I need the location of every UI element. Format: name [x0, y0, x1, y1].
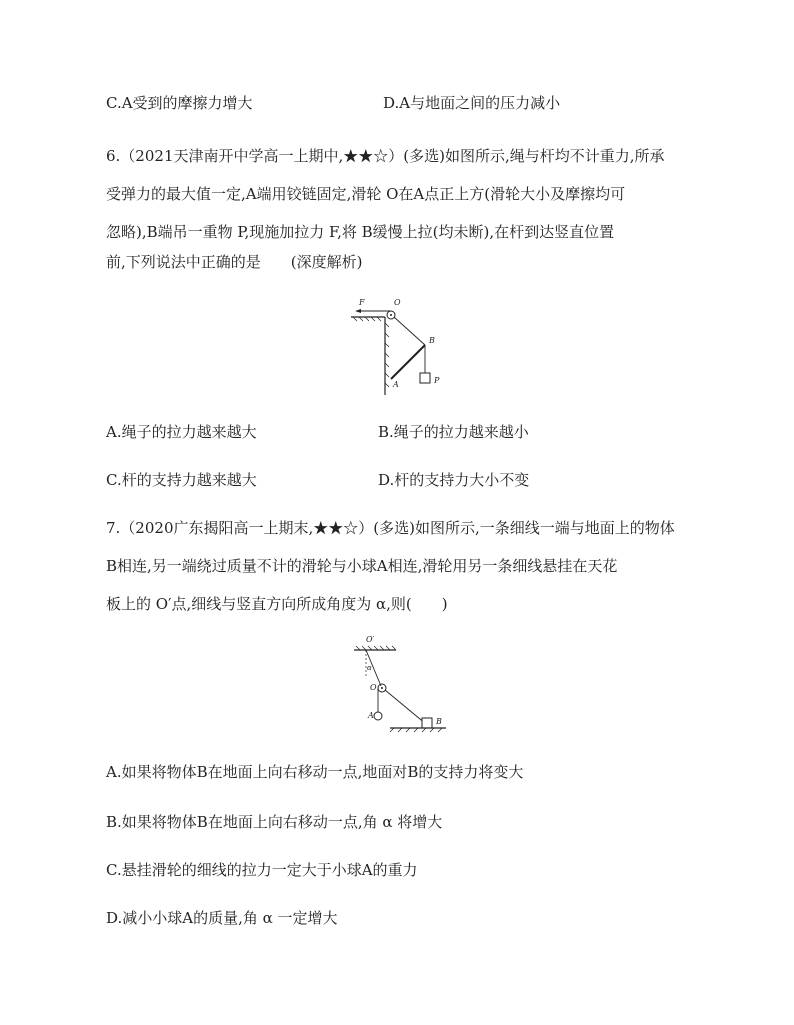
q6-label-o: O	[394, 298, 401, 307]
q5-option-d: D.A与地面之间的压力减小	[383, 94, 561, 112]
q7-figure	[350, 632, 460, 737]
q7-block-b	[422, 718, 432, 728]
q7-label-a: A	[368, 711, 374, 720]
q7-label-b: B	[436, 717, 442, 726]
q6-force-arrow	[355, 309, 361, 313]
q6-label-f: F	[359, 298, 365, 307]
q7-ball-a	[374, 712, 382, 720]
q6-option-a: A.绳子的拉力越来越大	[106, 423, 257, 441]
q6-wall-hatch	[353, 317, 389, 387]
q6-option-b: B.绳子的拉力越来越小	[378, 423, 529, 441]
q6-stem-line-3: 忽略),B端吊一重物 P,现施加拉力 F,将 B缓慢上拉(均未断),在杆到达竖直位置	[106, 223, 615, 241]
q6-stem-line-4: 前,下列说法中正确的是 (深度解析)	[106, 253, 363, 271]
q6-figure	[345, 293, 455, 398]
q7-label-alpha: α	[367, 664, 372, 672]
q7-option-a: A.如果将物体B在地面上向右移动一点,地面对B的支持力将变大	[106, 763, 524, 781]
q6-stem-line-2: 受弹力的最大值一定,A端用铰链固定,滑轮 O在A点正上方(滑轮大小及摩擦均可	[106, 185, 626, 203]
q6-label-p: P	[434, 376, 440, 385]
q7-label-o: O	[370, 683, 377, 692]
q6-label-b: B	[429, 336, 435, 345]
q6-stem-line-1: 6.（2021天津南开中学高一上期中,★★☆）(多选)如图所示,绳与杆均不计重力,所承	[106, 147, 665, 165]
q6-label-a: A	[393, 380, 399, 389]
q6-option-c: C.杆的支持力越来越大	[106, 471, 257, 489]
q7-stem-line-2: B相连,另一端绕过质量不计的滑轮与小球A相连,滑轮用另一条细线悬挂在天花	[106, 557, 618, 575]
q7-stem-line-3: 板上的 O′点,细线与竖直方向所成角度为 α,则( )	[106, 595, 448, 613]
q7-string-b	[385, 690, 426, 724]
q5-option-c: C.A受到的摩擦力增大	[106, 94, 253, 112]
q6-option-d: D.杆的支持力大小不变	[378, 471, 530, 489]
q7-label-o-prime: O′	[366, 635, 375, 644]
q7-option-b: B.如果将物体B在地面上向右移动一点,角 α 将增大	[106, 813, 443, 831]
q6-rope-b	[394, 317, 425, 345]
q7-stem-line-1: 7.（2020广东揭阳高一上期末,★★☆）(多选)如图所示,一条细线一端与地面上的物体	[106, 519, 675, 537]
q7-option-c: C.悬挂滑轮的细线的拉力一定大于小球A的重力	[106, 861, 418, 879]
q7-option-d: D.减小小球A的质量,角 α 一定增大	[106, 909, 338, 927]
q6-weight-p	[420, 373, 430, 383]
